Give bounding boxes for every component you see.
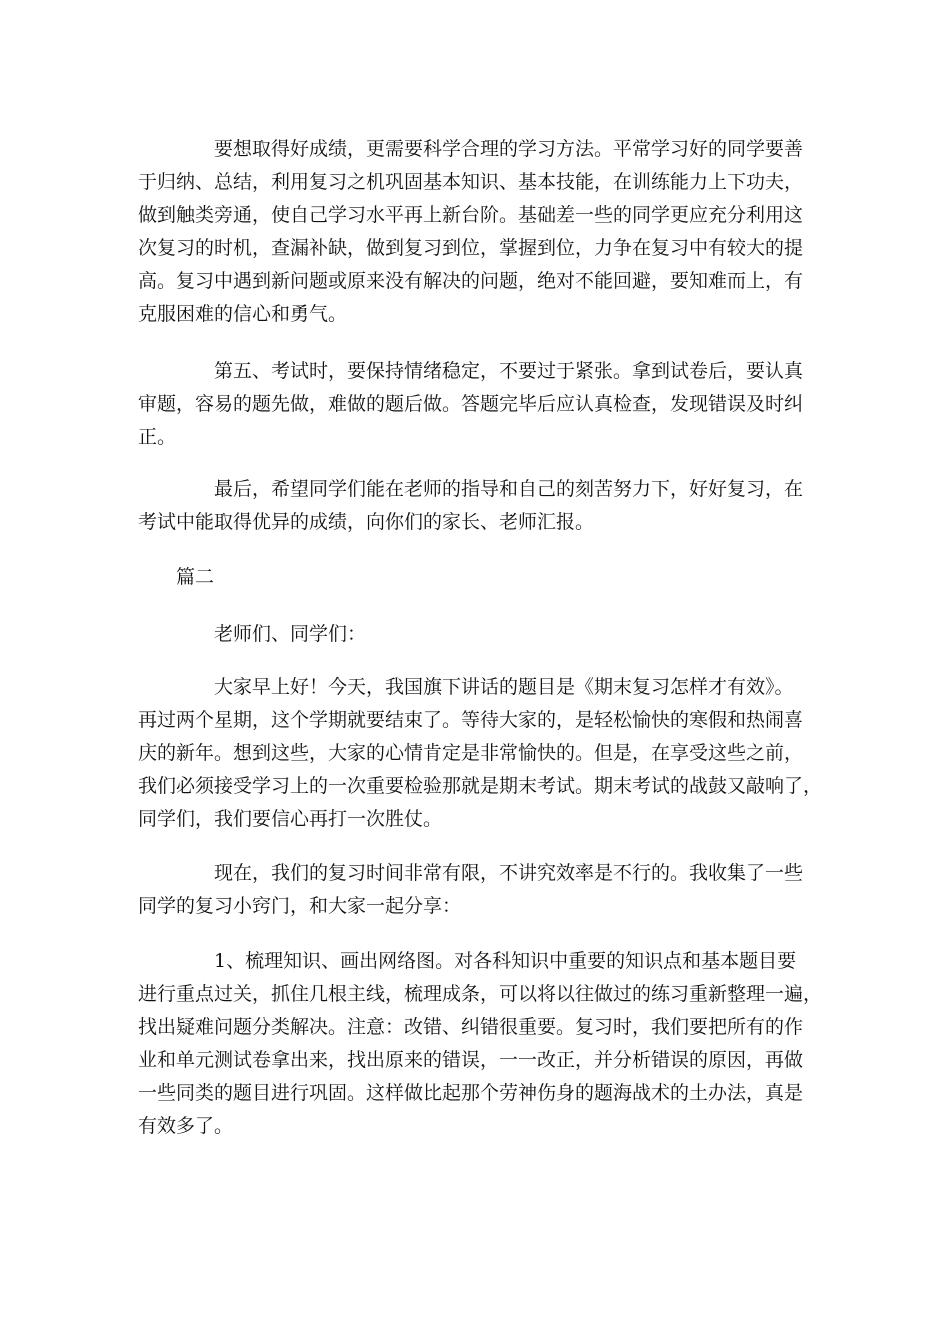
- paragraph-tips-intro: [138, 857, 818, 923]
- paragraph-closing-wish: [138, 473, 818, 539]
- paragraph-line: 现在，我们的复习时间非常有限，不讲究效率是不行的。我收集了一些: [214, 862, 804, 884]
- paragraph-exam-tips: [138, 355, 818, 454]
- paragraph-line: 业和单元测试卷拿出来，找出原来的错误，一一改正，并分析错误的原因，再做: [138, 1049, 804, 1071]
- paragraph-line: 找出疑难问题分类解决。注意：改错、纠错很重要。复习时，我们要把所有的作: [138, 1016, 804, 1038]
- paragraph-tip-one: [138, 945, 823, 1143]
- paragraph-line: 要想取得好成绩，更需要科学合理的学习方法。平常学习好的同学要善: [214, 138, 804, 160]
- paragraph-line: 大家早上好！今天，我国旗下讲话的题目是《期末复习怎样才有效》。: [214, 676, 794, 698]
- paragraph-line: 1、梳理知识、画出网络图。对各科知识中重要的知识点和基本题目要: [214, 950, 797, 972]
- paragraph-study-methods: [138, 133, 818, 331]
- paragraph-line: 有效多了。: [138, 1115, 234, 1137]
- paragraph-line: 老师们、同学们：: [214, 623, 367, 645]
- paragraph-line: 再过两个星期，这个学期就要结束了。等待大家的，是轻松愉快的寒假和热闹喜: [138, 709, 804, 731]
- paragraph-line: 审题，容易的题先做，难做的题后做。答题完毕后应认真检查，发现错误及时纠: [138, 393, 804, 415]
- paragraph-line: 庆的新年。想到这些，大家的心情肯定是非常愉快的。但是，在享受这些之前，: [138, 742, 804, 764]
- section-heading: 篇二: [176, 566, 215, 588]
- paragraph-line: 高。复习中遇到新问题或原来没有解决的问题，绝对不能回避，要知难而上，有: [138, 270, 804, 292]
- paragraph-line: 次复习的时机，查漏补缺，做到复习到位，掌握到位，力争在复习中有较大的提: [138, 237, 804, 259]
- paragraph-line: 克服困难的信心和勇气。: [138, 303, 348, 325]
- paragraph-speech-intro: [138, 671, 823, 836]
- paragraph-line: 最后，希望同学们能在老师的指导和自己的刻苦努力下，好好复习，在: [214, 478, 804, 500]
- paragraph-greeting: [138, 618, 818, 651]
- paragraph-line: 考试中能取得优异的成绩，向你们的家长、老师汇报。: [138, 511, 595, 533]
- paragraph-line: 第五、考试时，要保持情绪稳定，不要过于紧张。拿到试卷后，要认真: [214, 360, 804, 382]
- paragraph-line: 一些同类的题目进行巩固。这样做比起那个劳神伤身的题海战术的土办法，真是: [138, 1082, 804, 1104]
- paragraph-line: 我们必须接受学习上的一次重要检验那就是期末考试。期末考试的战鼓又敲响了，: [138, 775, 823, 797]
- paragraph-line: 正。: [138, 426, 177, 448]
- paragraph-line: 做到触类旁通，使自己学习水平再上新台阶。基础差一些的同学更应充分利用这: [138, 204, 804, 226]
- paragraph-line: 同学们，我们要信心再打一次胜仗。: [138, 808, 443, 830]
- paragraph-line: 于归纳、总结，利用复习之机巩固基本知识、基本技能，在训练能力上下功夫，: [138, 171, 804, 193]
- paragraph-line: 进行重点过关，抓住几根主线，梳理成条，可以将以往做过的练习重新整理一遍，: [138, 983, 823, 1005]
- paragraph-line: 同学的复习小窍门，和大家一起分享：: [138, 895, 462, 917]
